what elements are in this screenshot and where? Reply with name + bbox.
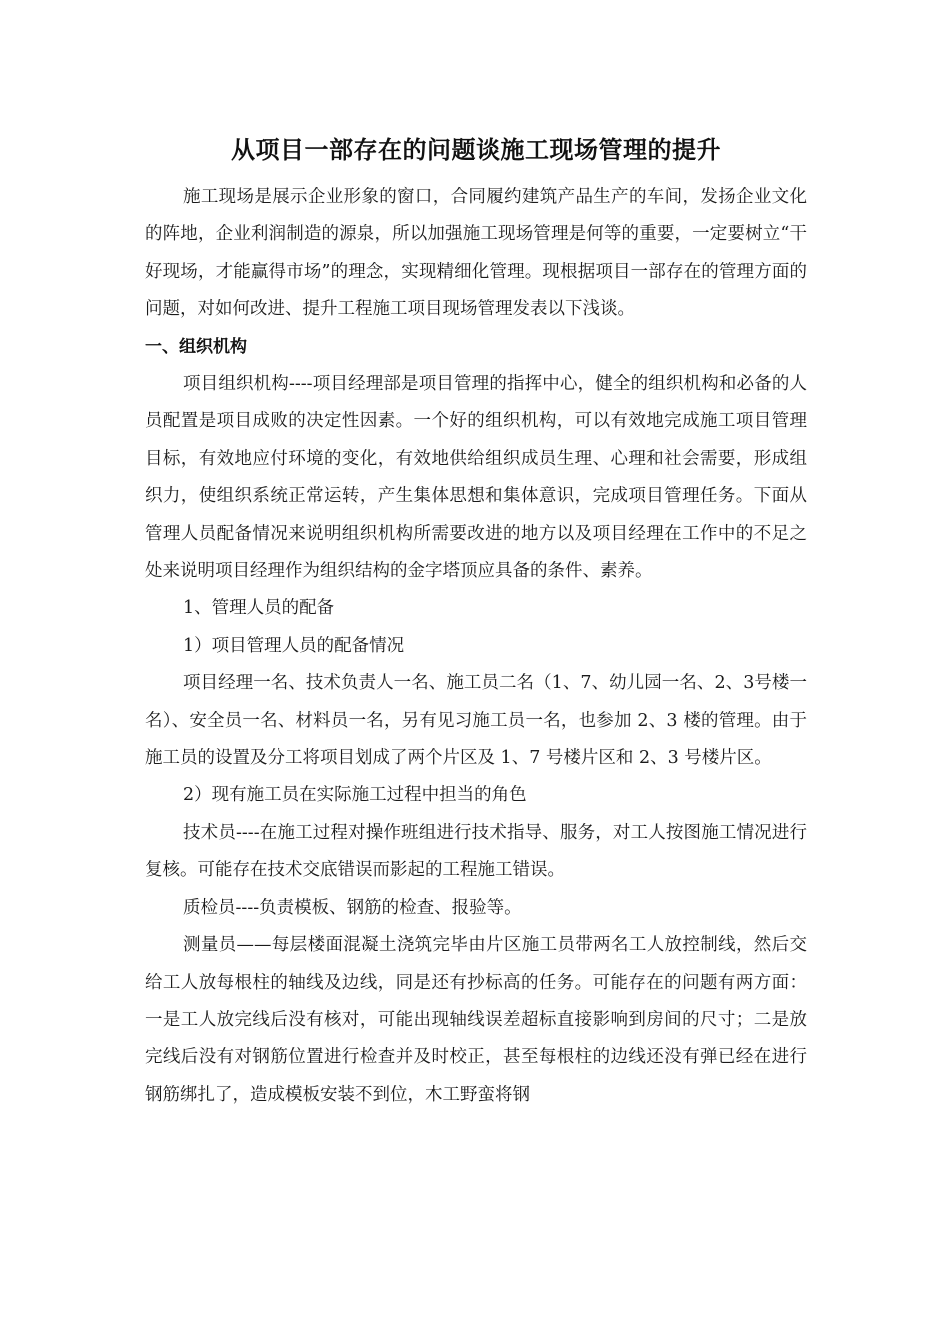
- paragraph-inspector: 质检员----负责模板、钢筋的检查、报验等。: [183, 897, 522, 918]
- paragraph-technician: 技术员----在施工过程对操作班组进行技术指导、服务，对工人按图施工情况进行复核。可能存在技术交底错误而影起的工程施工错误。: [145, 822, 807, 881]
- paragraph-organization: 项目组织机构----项目经理部是项目管理的指挥中心，健全的组织机构和必备的人员配置是项目成败的决定性因素。一个好的组织机构，可以有效地完成施工项目管理目标，有效地应付环境的变化，有效地供给组织成员生理、心理和社会需要，形成组织力，使组织系统正常运转，产生集体思想和集体意识，完成项目管理任务。下面从管理人员配备情况来说明组织机构所需要改进的地方以及项目经理在工作中的不足之处来说明项目经理作为组织结构的金字塔顶应具备的条件、素养。: [145, 374, 807, 582]
- paragraph-surveyor: 测量员——每层楼面混凝土浇筑完毕由片区施工员带两名工人放控制线，然后交给工人放每根柱的轴线及边线，同是还有抄标高的任务。可能存在的问题有两方面：一是工人放完线后没有核对，可能出现轴线误差超标直接影响到房间的尺寸；二是放完线后没有对钢筋位置进行检查并及时校正，甚至每根柱的边线还没有弹已经在进行钢筋绑扎了，造成模板安装不到位，木工野蛮将钢: [145, 935, 807, 1105]
- document-page: [145, 128, 807, 1232]
- paragraph-intro: 施工现场是展示企业形象的窗口，合同履约建筑产品生产的车间，发扬企业文化的阵地，企业利润制造的源泉，所以加强施工现场管理是何等的重要，一定要树立“干好现场，才能赢得市场”的理念，实现精细化管理。现根据项目一部存在的管理方面的问题，对如何改进、提升工程施工项目现场管理发表以下浅谈。: [145, 187, 807, 320]
- document-title: 从项目一部存在的问题谈施工现场管理的提升: [231, 135, 721, 164]
- paragraph-staffing-details: 项目经理一名、技术负责人一名、施工员二名（1、7、幼儿园一名、2、3号楼一名）、安全员一名、材料员一名，另有见习施工员一名，也参加 2、3 楼的管理。由于施工员的设置及分工将项目划成了两个片区及 1、7 号楼片区和 2、3 号楼片区。: [145, 673, 807, 769]
- subheading-staffing: 1、管理人员的配备: [183, 598, 335, 619]
- subheading-roles: 2）现有施工员在实际施工过程中担当的角色: [183, 785, 527, 806]
- section-heading-organization: 一、组织机构: [145, 336, 247, 357]
- document-body: [145, 172, 807, 1232]
- subheading-staffing-status: 1）项目管理人员的配备情况: [183, 635, 405, 656]
